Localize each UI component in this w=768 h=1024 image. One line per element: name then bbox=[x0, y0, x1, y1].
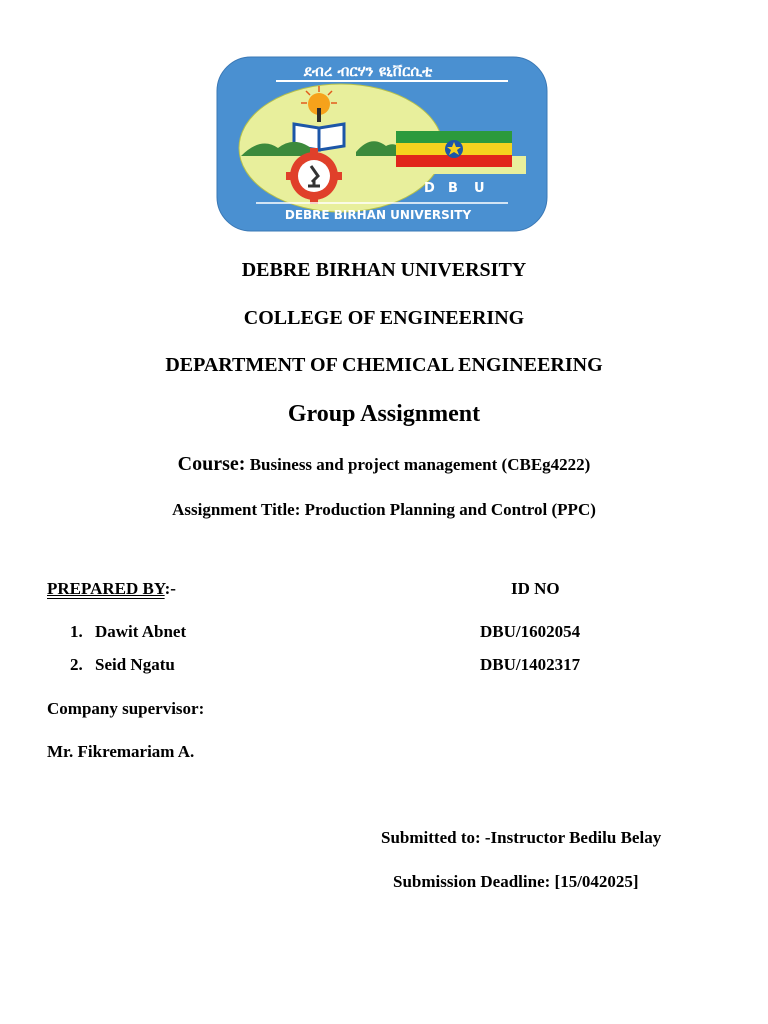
college-name: COLLEGE OF ENGINEERING bbox=[243, 307, 525, 329]
course-label: Course: bbox=[177, 453, 246, 475]
member-number: 2. bbox=[70, 655, 83, 674]
department-name: DEPARTMENT OF CHEMICAL ENGINEERING bbox=[165, 354, 603, 376]
assignment-type: Group Assignment bbox=[287, 401, 481, 427]
member-number: 1. bbox=[70, 622, 83, 641]
logo-english-text: DEBRE BIRHAN UNIVERSITY bbox=[284, 208, 472, 222]
member-name: Seid Ngatu bbox=[95, 655, 175, 674]
logo-initial-u: U bbox=[474, 181, 485, 196]
university-logo bbox=[216, 56, 548, 232]
supervisor-name: Mr. Fikremariam A. bbox=[47, 742, 195, 761]
prepared-by bbox=[47, 579, 176, 599]
logo-initial-b: B bbox=[448, 181, 458, 196]
submission-deadline: Submission Deadline: [15/042025] bbox=[393, 872, 639, 891]
member-id: DBU/1402317 bbox=[480, 655, 581, 674]
submitted-to: Submitted to: -Instructor Bedilu Belay bbox=[381, 828, 662, 847]
logo-amharic-text: ደብረ ብርሃን ዩኒቨርሲቲ bbox=[303, 62, 433, 80]
member-name: Dawit Abnet bbox=[95, 622, 187, 641]
course-line bbox=[0, 453, 768, 476]
logo-initial-d: D bbox=[424, 181, 435, 196]
university-name: DEBRE BIRHAN UNIVERSITY bbox=[241, 259, 527, 281]
prepared-by-suffix: :- bbox=[164, 579, 176, 598]
prepared-by-label: PREPARED BY bbox=[47, 579, 165, 598]
id-header: ID NO bbox=[511, 579, 560, 598]
assignment-title: Assignment Title: Production Planning and Control (PPC) bbox=[172, 500, 596, 519]
supervisor-label: Company supervisor: bbox=[47, 699, 205, 718]
course-value: Business and project management (CBEg4222) bbox=[249, 455, 591, 474]
member-id: DBU/1602054 bbox=[480, 622, 581, 641]
